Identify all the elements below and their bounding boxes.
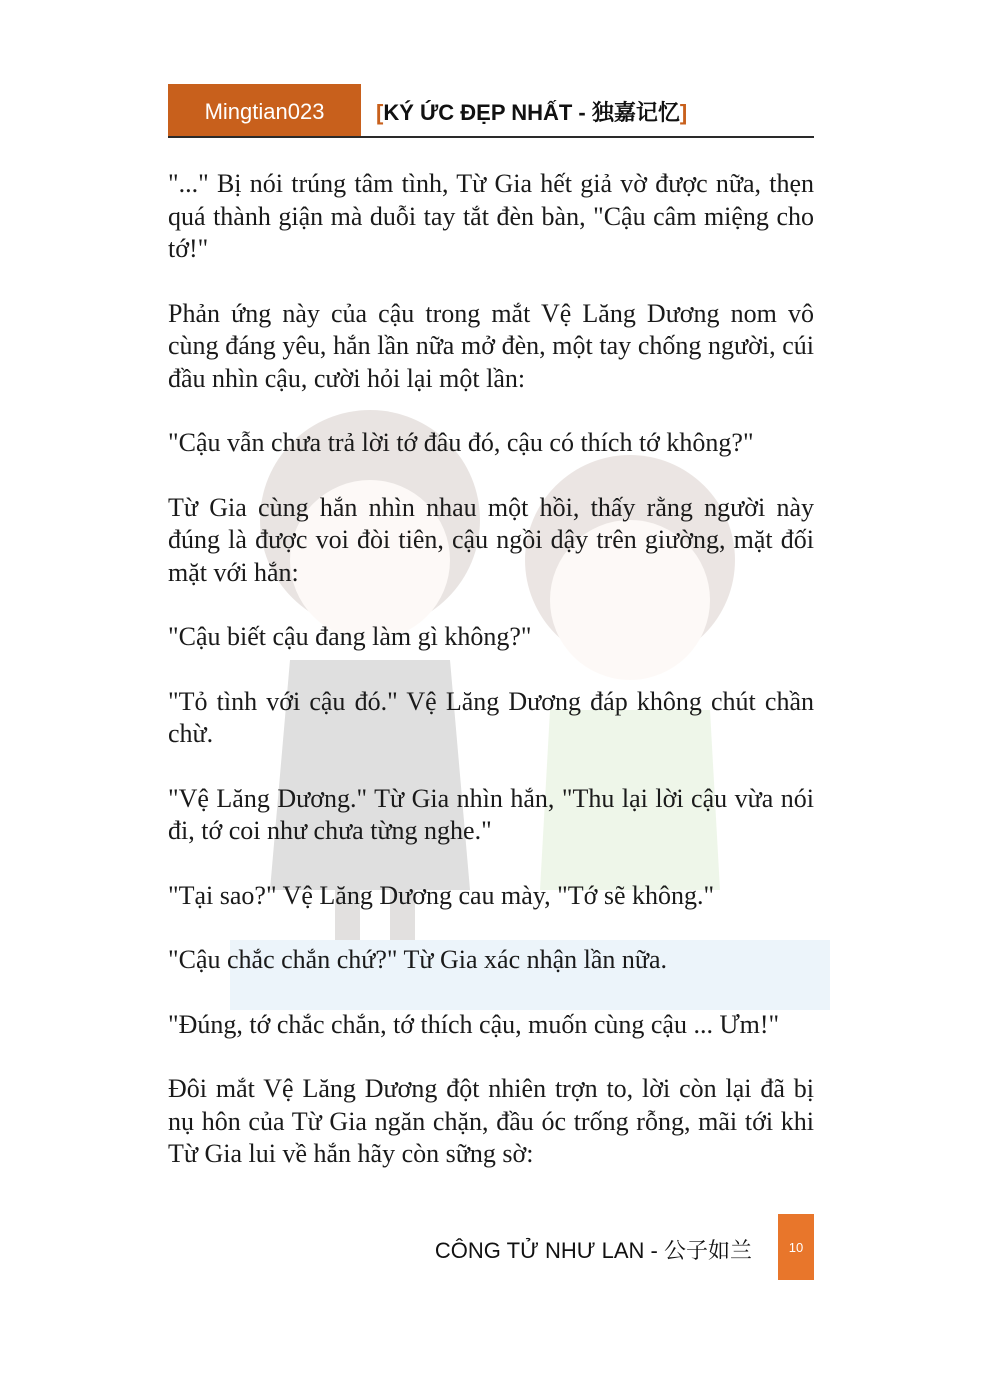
header-divider [168, 136, 814, 138]
story-text [168, 168, 814, 1203]
book-title [376, 96, 687, 127]
book-title-text: KÝ ỨC ĐẸP NHẤT - 独嘉记忆 [383, 100, 680, 125]
paragraph: "Tại sao?" Vệ Lăng Dương cau mày, "Tớ sẽ không." [168, 880, 715, 910]
paragraph: "Vệ Lăng Dương." Từ Gia nhìn hắn, "Thu lại lời cậu vừa nói đi, tớ coi như chưa từng nghe." [168, 783, 814, 845]
bracket-close: ] [679, 100, 688, 125]
paragraph: Đôi mắt Vệ Lăng Dương đột nhiên trợn to, lời còn lại đã bị nụ hôn của Từ Gia ngăn chặn, đầu óc trống rỗng, mãi tới khi Từ Gia lui về hắn hãy còn sững sờ: [168, 1074, 814, 1168]
paragraph: Phản ứng này của cậu trong mắt Vệ Lăng Dương nom vô cùng đáng yêu, hắn lần nữa mở đèn, một tay chống người, cúi đầu nhìn cậu, cười hỏi lại một lần: [168, 298, 814, 393]
paragraph: "Cậu vẫn chưa trả lời tớ đâu đó, cậu có thích tớ không?" [168, 428, 754, 457]
page-number: 10 [778, 1214, 814, 1280]
paragraph: Từ Gia cùng hắn nhìn nhau một hồi, thấy rằng người này đúng là được voi đòi tiên, cậu ngồi dậy trên giường, mặt đối mặt với hắn: [168, 492, 814, 587]
page-header [168, 84, 814, 138]
paragraph: "Cậu chắc chắn chứ?" Từ Gia xác nhận lần nữa. [168, 945, 668, 974]
paragraph: "..." Bị nói trúng tâm tình, Từ Gia hết giả vờ được nữa, thẹn quá thành giận mà duỗi tay tắt đèn bàn, "Cậu câm miệng cho tớ!" [168, 169, 814, 263]
paragraph: "Cậu biết cậu đang làm gì không?" [168, 622, 532, 651]
author-label: Mingtian023 [168, 84, 361, 136]
footer-title: CÔNG TỬ NHƯ LAN - 公子如兰 [434, 1238, 752, 1263]
paragraph: "Đúng, tớ chắc chắn, tớ thích cậu, muốn cùng cậu ... Ưm!" [168, 1009, 780, 1039]
bracket-open: [ [376, 100, 384, 125]
paragraph: "Tỏ tình với cậu đó." Vệ Lăng Dương đáp không chút chần chừ. [168, 686, 814, 748]
page-footer [168, 1214, 814, 1280]
